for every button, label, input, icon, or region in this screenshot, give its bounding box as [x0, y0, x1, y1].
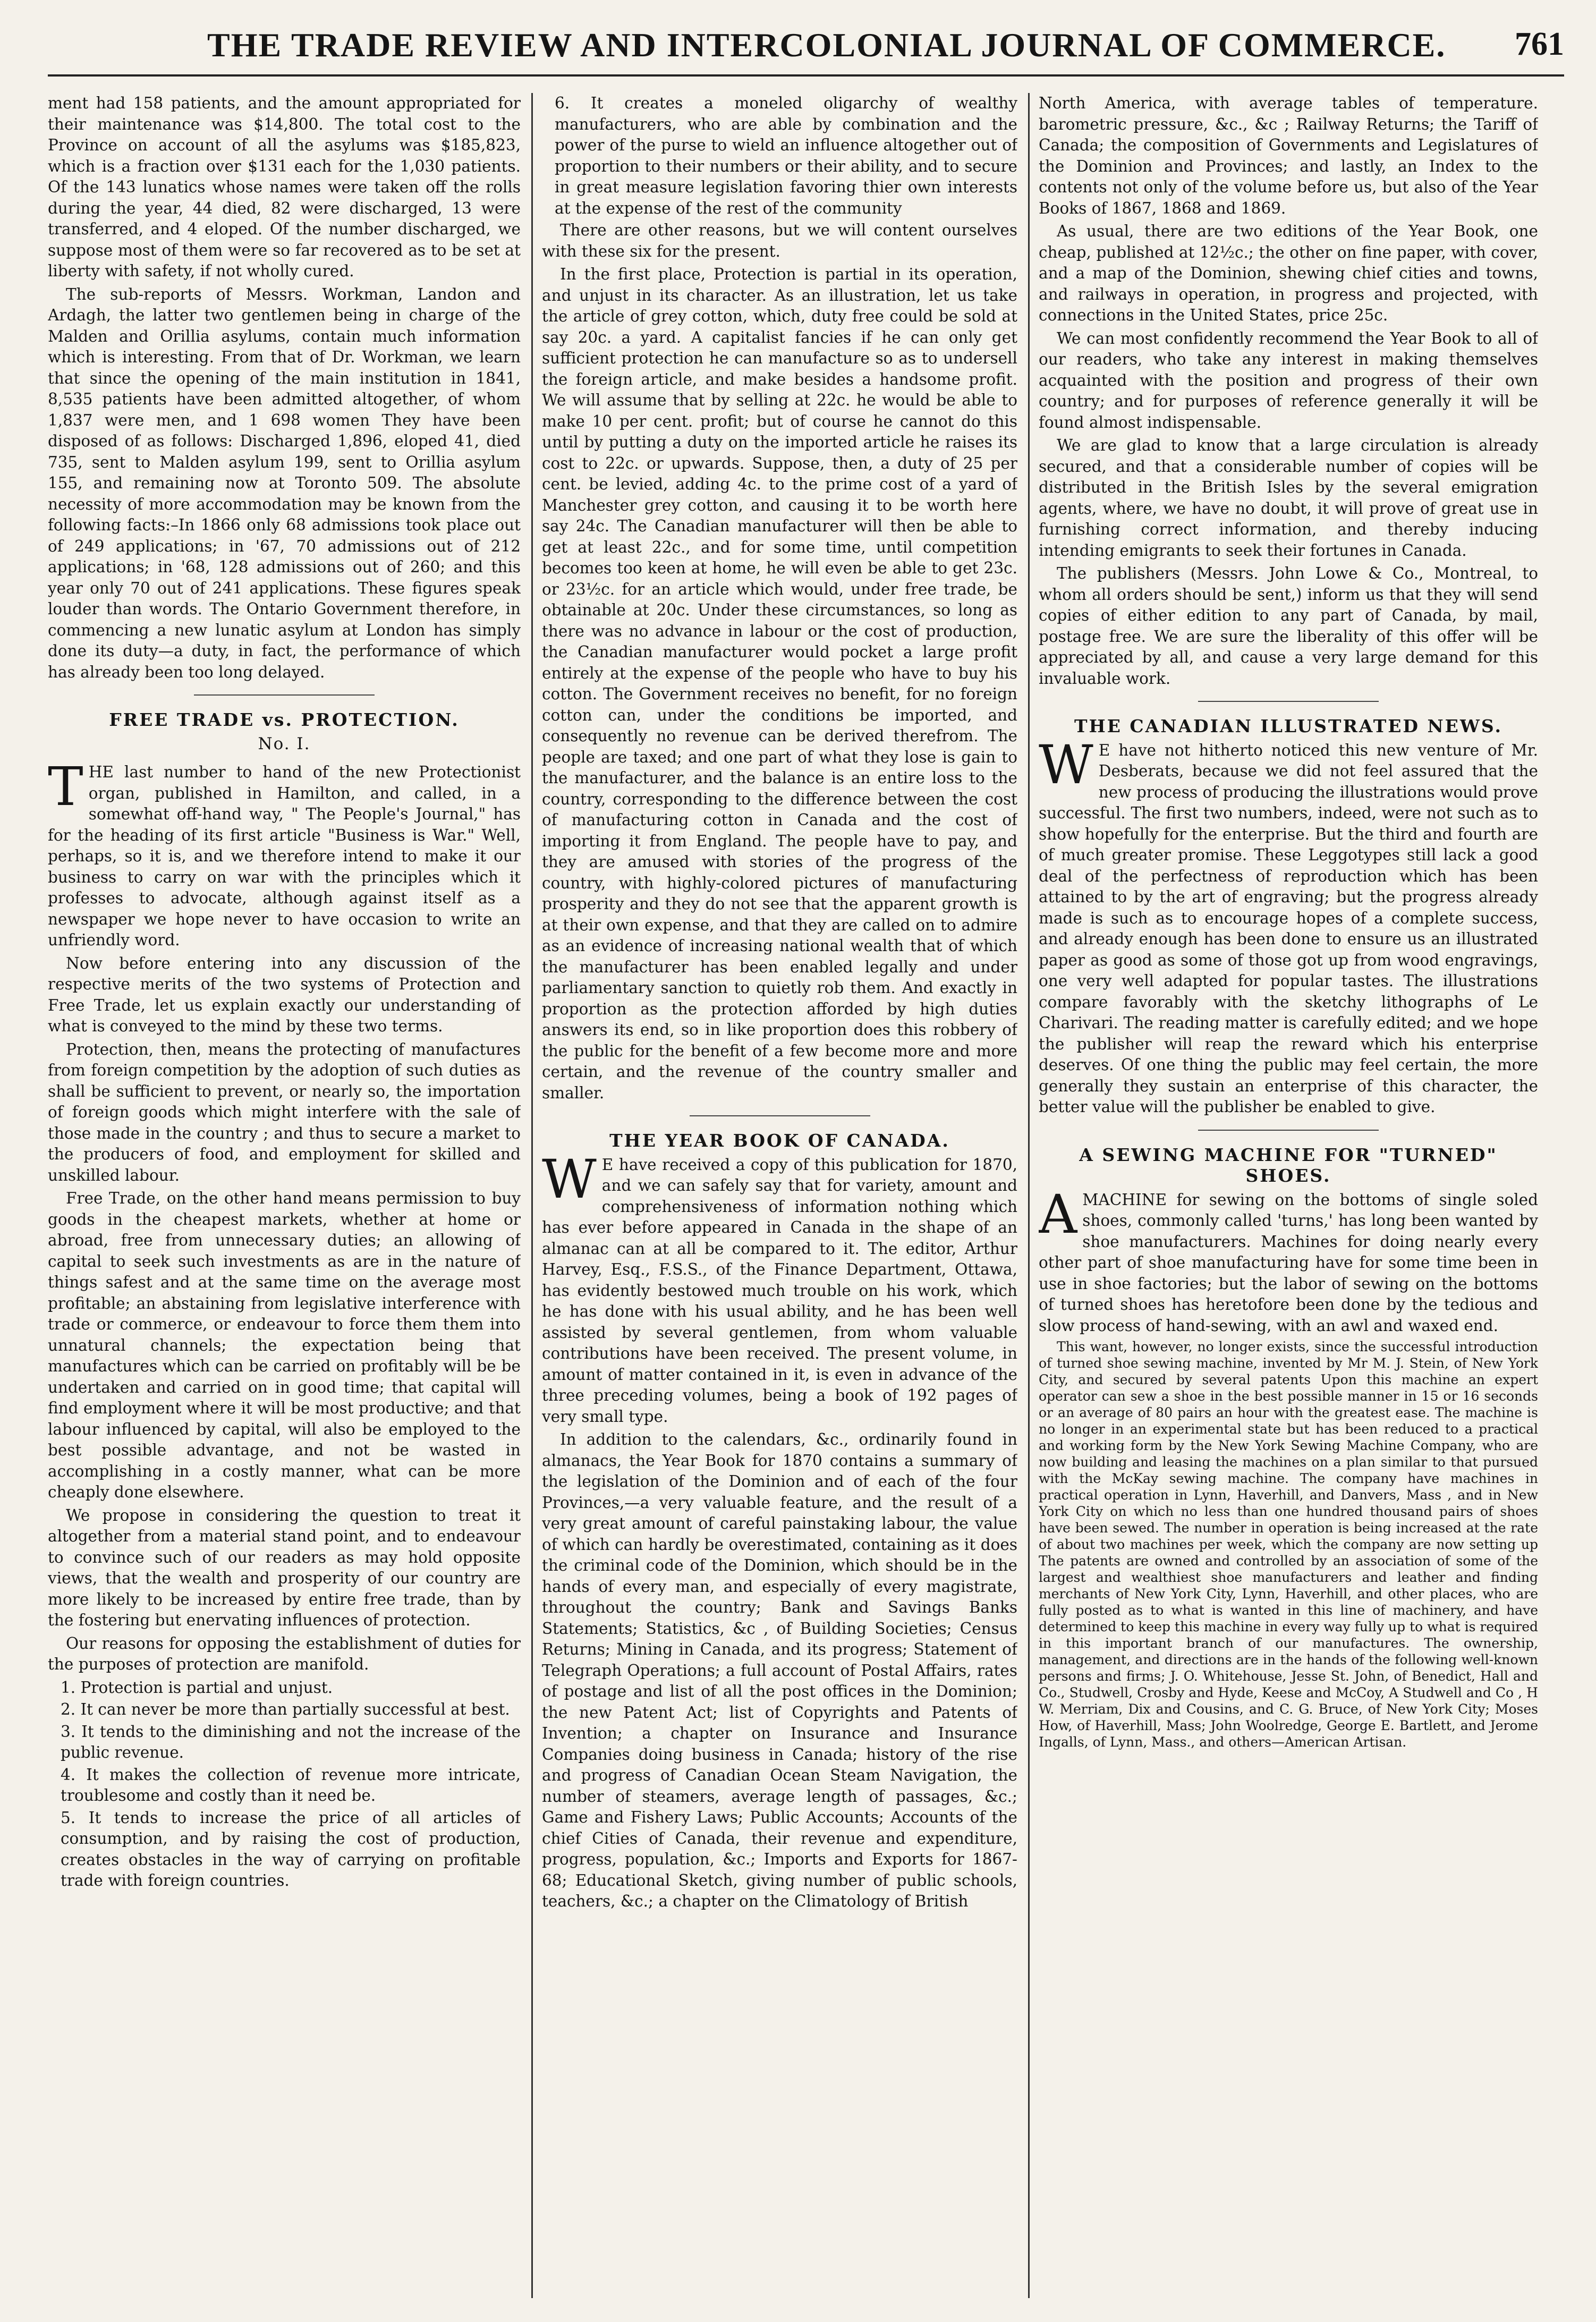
free-trade-intro-paragraph	[48, 756, 521, 951]
free-trade-paragraph: We propose in considering the question to treat it altogether from a material stand point, and to endeavour to convince such of our readers as may hold opposite views, that the wealth and prosperity of our country are more likely to be increased by entire free trade, than by the fostering but enervating influences of protection.	[48, 1506, 521, 1629]
drop-cap: T	[48, 756, 83, 818]
reason-list-item: 2. It can never be more than partially successful at best.	[61, 1700, 510, 1718]
asylum-report-paragraph: ment had 158 patients, and the amount appropriated for their maintenance was $14,800. The total cost to the Province on account of all the asylums was $185,823, which is a fraction over $131 each for the 1,030 patients. Of the 143 lunatics whose names were taken off the rolls during the year, 44 died, 82 were discharged, 13 were transferred, and 4 eloped. Of the number discharged, we suppose most of them were so far recovered as to be set at liberty with safety, if not wholly cured.	[48, 94, 521, 280]
illustrated-news-text: E have not hitherto noticed this new venture of Mr. Desberats, because we did not feel assured that the new process of producing the illustrations would prove successful. The first two numbers, indeed, were not such as to show hopefully for the enterprise. But the third and fourth are of much greater promise. These Leggotypes still lack a good deal of the perfectness of reproduction which has been attained to by the art of engraving; but the progress already made is such as to encourage hopes of a complete success, and already enough has been done to ensure us an illustrated paper as good as some of those got up from wood engravings, one very well adapted for popular tastes. The illustrations compare favorably with the sketchy lithographs of Le Charivari. The reading matter is carefully edited; and we hope the publisher will reap the reward which his enterprise deserves. Of one thing the public may feel certain, the more generally they sustain an enterprise of this character, the better value will the publisher be enabled to give.	[1039, 741, 1538, 1116]
reason-list-item: 3. It tends to the diminishing and not the increase of the public revenue.	[61, 1722, 521, 1761]
free-trade-paragraph: There are other reasons, but we will content ourselves with these six for the present.	[542, 221, 1017, 260]
free-trade-paragraph: Our reasons for opposing the establishment of duties for the purposes of protection are manifold.	[48, 1634, 521, 1673]
drop-cap: W	[1039, 733, 1093, 796]
section-divider	[194, 694, 375, 696]
illustrated-news-paragraph	[1039, 733, 1538, 1118]
year-book-publishers-paragraph: The publishers (Messrs. John Lowe & Co., Montreal, to whom all orders should be sent,) inform us that they will send copies of either edition to any part of Canada, by mail, postage free. We are sure the liberality of this offer will be appreciated by all, and cause a very large demand for this invaluable work.	[1039, 564, 1538, 688]
column-3	[1039, 93, 1538, 2298]
page-number: 761	[1515, 26, 1564, 62]
column-rule	[1028, 93, 1030, 2298]
page-header	[48, 16, 1564, 77]
sewing-machine-intro-paragraph	[1039, 1183, 1538, 1337]
column-1	[48, 93, 521, 2298]
year-book-circulation-paragraph: We are glad to know that a large circulation is already secured, and that a considerable number of copies will be distributed in the British Isles by the several emigration agents, where, we have no doubt, it will prove of great use in furnishing correct information, and thereby inducing intending emigrants to seek their fortunes in Canada.	[1039, 436, 1538, 560]
year-book-intro-paragraph	[542, 1148, 1017, 1428]
sewing-machine-details-paragraph: This want, however, no longer exists, since the successful introduction of turned shoe sewing machine, invented by Mr M. J. Stein, of New York City, and secured by several patents Upon this machine an expert operator can sew a shoe in the best possible manner in 15 or 16 seconds or an average of 80 pairs an hour with the greatest ease. The machine is no longer in an experimental state but has been reduced to a practical and working form by the New York Sewing Machine Company, who are now building and leasing the machines on a plan similar to that pursued with the McKay sewing machine. The company have machines in practical operation in Lynn, Haverhill, and Danvers, Mass , and in New York City on which no less than one hundred thousand pairs of shoes have been sewed. The number in operation is being increased at the rate of about two machines per week, which the company are now setting up The patents are owned and controlled by an association of some of the largest and wealthiest shoe manufacturers and leather and finding merchants of New York City, Lynn, Haverhill, and other places, who are fully posted as to what is wanted in this line of machinery, and have determined to keep this machine in every way fully up to what is required in this important branch of our manufactures. The ownership, management, and directions are in the hands of the following well-known persons and firms; J. O. Whitehouse, Jesse St. John, of Benedict, Hall and Co., Studwell, Crosby and Hyde, Keese and McCoy, A Studwell and Co , H W. Merriam, Dix and Cousins, and C. G. Bruce, of New York City; Moses How, of Haverhill, Mass; John Woolredge, George E. Bartlett, and Jerome Ingalls, of Lynn, Mass., and others—American Artisan.	[1039, 1339, 1538, 1750]
article-subtitle-number: No. I.	[258, 734, 311, 753]
sewing-machine-intro-text: MACHINE for sewing on the bottoms of single soled shoes, commonly called 'turns,' has long been wanted by shoe manufacturers. Machines for doing nearly every other part of shoe manufacturing have for some time been in use in shoe factories; but the labor of sewing on the bottoms of turned shoes has heretofore been done by the tedious and slow process of hand-sewing, with an awl and waxed end.	[1039, 1190, 1538, 1335]
section-divider	[1198, 701, 1379, 702]
article-title-illustrated-news: THE CANADIAN ILLUSTRATED NEWS.	[1074, 716, 1503, 736]
drop-cap: A	[1039, 1183, 1077, 1245]
year-book-continued-paragraph: North America, with average tables of temperature. barometric pressure, &c., &c ; Railway Returns; the Tariff of Canada; the composition of Governments and Legislatures of the Dominion and Provinces; and lastly, an Index to the contents not only of the volume before us, but also of the Year Books of 1867, 1868 and 1869.	[1039, 94, 1538, 217]
article-title-sewing-machine: A SEWING MACHINE FOR "TURNED" SHOES.	[1079, 1144, 1498, 1186]
reason-list-item: 4. It makes the collection of revenue more intricate, troublesome and costly than it need be.	[61, 1765, 521, 1804]
column-2	[542, 93, 1017, 2298]
protection-definition-paragraph: Protection, then, means the protecting of manufactures from foreign competition by the adoption of such duties as shall be sufficient to prevent, or nearly so, the importation of foreign goods which might interfere with the sale of those made in the country ; and thus to secure a market to the producers of food, and employment for skilled and unskilled labour.	[48, 1040, 521, 1184]
drop-cap: W	[542, 1148, 597, 1210]
year-book-recommendation-paragraph: We can most confidently recommend the Year Book to all of our readers, who take any interest in making themselves acquainted with the position and progress of their own country; and for purposes of reference generally it will be found almost indispensable.	[1039, 329, 1538, 431]
article-title-year-book: THE YEAR BOOK OF CANADA.	[609, 1130, 950, 1151]
column-rule	[531, 93, 533, 2298]
year-book-editions-paragraph: As usual, there are two editions of the Year Book, one cheap, published at 12½c.; the other on fine paper, with cover, and a map of the Dominion, shewing chief cities and towns, and railways in operation, in progress and projected, with connections in the United States, price 25c.	[1039, 222, 1538, 324]
free-trade-paragraph: Now before entering into any discussion of the respective merits of the two systems of Protection and Free Trade, let us explain exactly our understanding of what is conveyed to the mind by these two terms.	[48, 954, 521, 1035]
reason-list-item: 6. It creates a moneled oligarchy of wealthy manufacturers, who are able by combination and the power of the purse to wield an influence altogether out of proportion to their numbers or their ability, and to secure in great measure legislation favoring thier own interests at the expense of the rest of the community	[555, 94, 1017, 217]
free-trade-intro-text: HE last number to hand of the new Protectionist organ, published in Hamilton, and called, in a somewhat off-hand way, " The People's Journal," has for the heading of its first article "Business is War." Well, perhaps, so it is, and we therefore intend to make it our business to carry on war with the principles which it professes to advocate, although against itself as a newspaper we hope never to have occasion to write an unfriendly word.	[48, 763, 521, 949]
running-head: THE TRADE REVIEW AND INTERCOLONIAL JOURNAL OF COMMERCE.	[207, 26, 1446, 64]
year-book-contents-paragraph: In addition to the calendars, &c., ordinarily found in almanacs, the Year Book for 1870 contains a summary of the legislation of the Dominion and of each of the four Provinces,—a very valuable feature, and the result of a very great amount of careful painstaking labour, the value of which can hardly be overestimated, containing as it does the criminal code of the Dominion, which should be in the hands of every man, and especially of every magistrate, throughout the country; Bank and Savings Banks Statements; Statistics, &c , of Building Societies; Census Returns; Mining in Canada, and its progress; Statement of Telegraph Operations; a full account of Postal Affairs, rates of postage and list of all the post offices in the Dominion; the new Patent Act; list of Copyrights and Patents of Invention; a chapter on Insurance and Insurance Companies doing business in Canada; history of the rise and progress of Canadian Ocean Steam Navigation, the number of steamers, average length of passages, &c.; Game and Fishery Laws; Public Accounts; Accounts of the chief Cities of Canada, their revenue and expenditure, progress, population, &c.; Imports and Exports for 1867-68; Educational Sketch, giving number of public schools, teachers, &c.; a chapter on the Climatology of British	[542, 1430, 1017, 1910]
reason-list-item: 5. It tends to increase the price of all articles of consumption, and by raising the cost of production, creates obstacles in the way of carrying on profitable trade with foreign countries.	[61, 1808, 521, 1889]
asylum-subreports-paragraph: The sub-reports of Messrs. Workman, Landon and Ardagh, the latter two gentlemen being in charge of the Malden and Orillia asylums, contain much information which is interesting. From that of Dr. Workman, we learn that since the opening of the main institution in 1841, 8,535 patients have been admitted altogether, of whom 1,837 were men, and 1 698 women They have been disposed of as follows: Discharged 1,896, eloped 41, died 735, sent to Malden asylum 199, sent to Orillia asylum 155, and remaining now at Toronto 509. The absolute necessity of more accommodation may be known from the following facts:–In 1866 only 68 admissions took place out of 249 applications; in '67, 70 admissions out of 212 applications; in '68, 128 admissions out of 260; and this year only 70 out of 241 applications. These figures speak louder than words. The Ontario Government therefore, in commencing a new lunatic asylum at London has simply done its duty—a duty, in fact, the performance of which has already been too long delayed.	[48, 285, 521, 681]
section-divider	[1198, 1130, 1379, 1131]
grey-cotton-illustration-paragraph: In the first place, Protection is partial in its operation, and unjust in its character. As an illustration, let us take the article of grey cotton, which, duty free could be sold at say 20c. a yard. A capitalist fancies if he can only get sufficient protection he can manufacture so as to undersell the foreign article, and make besides a handsome profit. We will assume that by selling at 22c. he would be able to make 10 per cent. profit; but of course he cannot do this until by putting a duty on the imported article he raises its cost to 22c. or upwards. Suppose, then, a duty of 25 per cent. be levied, adding 4c. to the prime cost of a yard of Manchester grey cotton, and causing it to be worth here say 24c. The Canadian manufacturer will then be able to get at least 22c., and for some time, until competition becomes too keen at home, he will even be able to get 23c. or 23½c. for an article which would, under free trade, be obtainable at 20c. Under these circumstances, so long as there was no advance in labour or the cost of production, the Canadian manufacturer would pocket a large profit entirely at the expense of the people who have to buy his cotton. The Government receives no benefit, for no foreign cotton can, under the conditions be imported, and consequently no revenue can be derived therefrom. The people are taxed; and one part of what they lose is gain to the manufacturer, and the balance is an entire loss to the country, corresponding to the difference between the cost of manufacturing cotton in Canada and the cost of importing it from England. The people have to pay, and they are amused with stories of the progress of the country, with highly-colored pictures of manufacturing prosperity and they do not see that the apparent growth is at their own expense, and that they are called on to admire as an evidence of increasing national wealth that of which the manufacturer has been enabled legally and under parliamentary sanction to quietly rob them. And exactly in proportion as the protection afforded by high duties answers its end, so in like proportion does this robbery of the public for the benefit of a few become more and more certain, and the revenue of the country smaller and smaller.	[542, 265, 1017, 1102]
reason-list-item: 1. Protection is partial and unjust.	[61, 1678, 333, 1697]
free-trade-definition-paragraph: Free Trade, on the other hand means permission to buy goods in the cheapest markets, whether at home or abroad, free from unnecessary duties; an allowing of capital to seek such investments as are in the nature of things safest and at the same time on the average most profitable; an abstaining from legislative interference with trade or commerce, or endeavour to force them them into unnatural channels; the expectation being that manufactures which can be carried on profitably will be be undertaken and carried on in good time; that capital will find employment where it will be most productive; and that labour influenced by capital, will also be employed to the best possible advantage, and not be wasted in accomplishing in a costly manner, what can be more cheaply done elsewhere.	[48, 1189, 521, 1501]
section-divider	[690, 1115, 870, 1116]
article-title-free-trade: FREE TRADE vs. PROTECTION.	[109, 709, 460, 730]
year-book-intro-text: E have received a copy of this publication for 1870, and we can safely say that for variety, amount and comprehensiveness of information nothing which has ever before appeared in Canada in the shape of an almanac can at all be compared to it. The editor, Arthur Harvey, Esq., F.S.S., of the Finance Department, Ottawa, has evidently bestowed much trouble on his work, which he has done with his usual ability, and he has been well assisted by several gentlemen, from whom valuable contributions have been received. The present volume, in amount of matter contained in it, is even in advance of the three preceding volumes, being a book of 192 pages of very small type.	[542, 1155, 1017, 1426]
